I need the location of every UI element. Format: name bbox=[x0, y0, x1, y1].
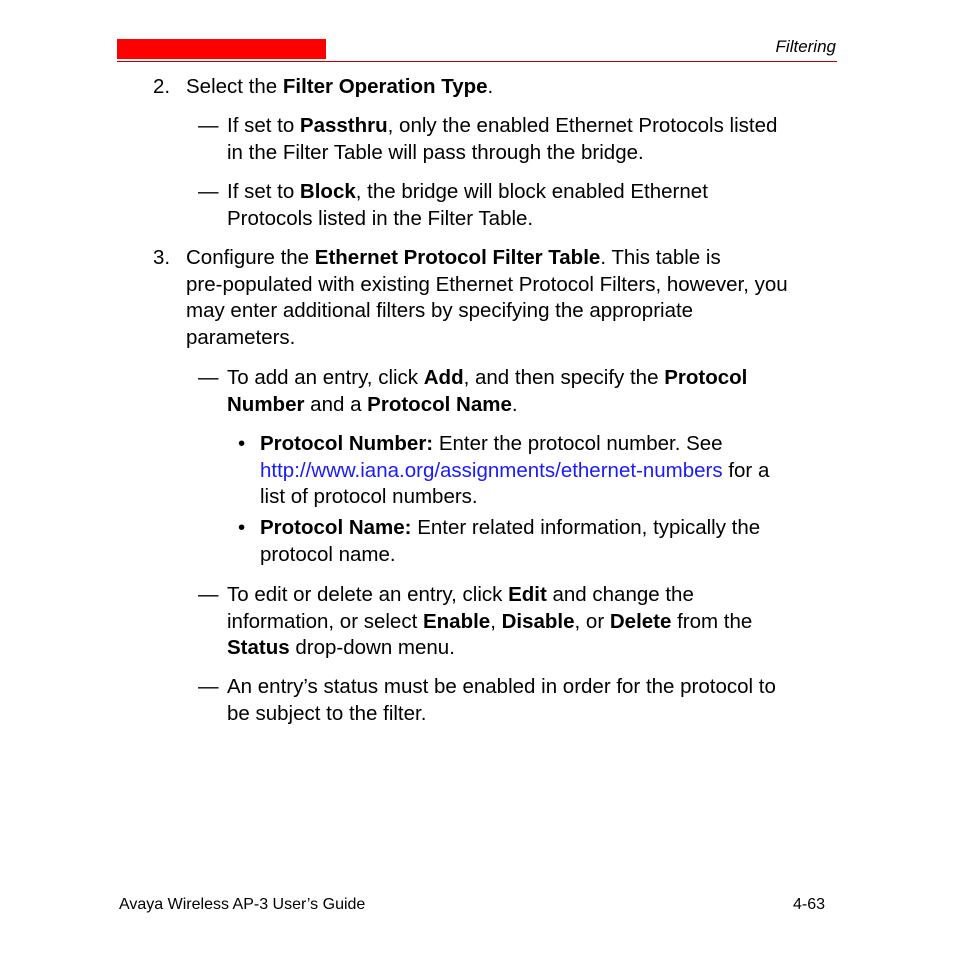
number-term: Number bbox=[227, 392, 305, 416]
dash-status: — bbox=[198, 675, 219, 698]
ethernet-protocol-filter-table-term: Ethernet Protocol Filter Table bbox=[314, 246, 601, 269]
add-entry-paragraph: To add an entry, click Add, and then specify the Protocol Number and a Protocol Name. bbox=[227, 366, 748, 416]
passthru-term: Passthru bbox=[299, 114, 388, 137]
step-2-number: 2. bbox=[153, 75, 171, 98]
add-term: Add bbox=[423, 366, 464, 389]
footer-page-number: 4-63 bbox=[792, 896, 825, 913]
step-3-text: Configure the Ethernet Protocol Filter Table. This table is pre-populated with existing Ethernet Protocol Filters, however, you may enter additional filters by specifying the appropriate parameters. bbox=[186, 246, 788, 349]
edit-entry-paragraph: To edit or delete an entry, click Edit and change the information, or select Enable, Disable, or Delete from the Status drop-down menu. bbox=[227, 583, 753, 659]
dash-add: — bbox=[198, 366, 219, 389]
section-title: Filtering bbox=[775, 37, 836, 56]
header-red-bar bbox=[117, 39, 326, 59]
bullet-protocol-name: • bbox=[238, 516, 246, 539]
edit-term: Edit bbox=[508, 583, 547, 606]
protocol-number-label: Protocol Number: bbox=[260, 432, 434, 455]
dash-passthru: — bbox=[198, 114, 219, 137]
block-term: Block bbox=[299, 180, 356, 203]
block-paragraph: If set to Block, the bridge will block enabled Ethernet Protocols listed in the Filter Table. bbox=[227, 180, 708, 230]
status-note-paragraph: An entry’s status must be enabled in order for the protocol to be subject to the filter. bbox=[227, 675, 776, 725]
bullet-protocol-number: • bbox=[238, 432, 246, 455]
protocol-number-paragraph: Protocol Number: Enter the protocol number. See http://www.iana.org/assignments/ethernet-numbers for a list of protocol numbers. bbox=[260, 432, 770, 508]
protocol-name-term: Protocol Name bbox=[367, 392, 512, 416]
step-3-number: 3. bbox=[153, 246, 171, 269]
protocol-term: Protocol bbox=[664, 366, 748, 389]
header-rule bbox=[117, 61, 837, 62]
passthru-paragraph: If set to Passthru, only the enabled Ethernet Protocols listed in the Filter Table will pass through the bridge. bbox=[227, 114, 778, 164]
status-term: Status bbox=[227, 636, 290, 659]
footer-guide-title: Avaya Wireless AP-3 User’s Guide bbox=[119, 896, 366, 913]
enable-term: Enable bbox=[422, 609, 491, 633]
filter-operation-type-term: Filter Operation Type bbox=[282, 75, 488, 98]
dash-edit: — bbox=[198, 583, 219, 606]
protocol-name-label: Protocol Name: bbox=[260, 516, 412, 539]
step-2-text: Select the Filter Operation Type. bbox=[186, 75, 494, 98]
delete-term: Delete bbox=[609, 609, 672, 633]
protocol-name-paragraph: Protocol Name: Enter related information, typically the protocol name. bbox=[260, 516, 761, 566]
disable-term: Disable bbox=[501, 609, 575, 633]
iana-link[interactable]: http://www.iana.org/assignments/ethernet-numbers bbox=[260, 458, 723, 482]
dash-block: — bbox=[198, 180, 219, 203]
